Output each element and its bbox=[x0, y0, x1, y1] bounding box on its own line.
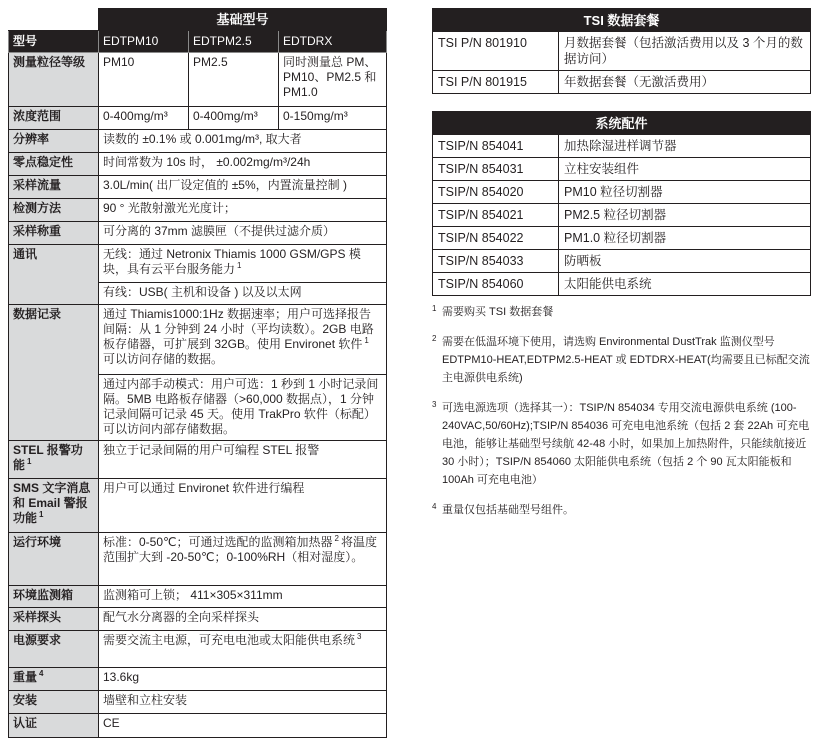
sms-email-alarm-label: SMS 文字消息和 Email 警报功能 bbox=[13, 481, 91, 525]
footnote bbox=[432, 303, 816, 321]
system-accessories-table bbox=[432, 111, 811, 296]
resolution-label: 分辨率 bbox=[9, 130, 99, 153]
enclosure-label: 环境监测箱 bbox=[9, 586, 99, 608]
footnote-mark: 4 bbox=[432, 502, 437, 511]
data-logging-row bbox=[9, 305, 387, 375]
power-requirements-text: 需要交流主电源，可充电电池或太阳能供电系统 bbox=[103, 633, 356, 647]
accessory-description: 加热除湿进样调节器 bbox=[559, 135, 811, 158]
data-plans-table bbox=[432, 8, 811, 94]
concentration-range-label: 浓度范围 bbox=[9, 107, 99, 130]
stel-alarm-row bbox=[9, 441, 387, 479]
size-class-value: 同时测量总 PM、PM10、PM2.5 和 PM1.0 bbox=[279, 53, 387, 107]
detection-method-label: 检测方法 bbox=[9, 199, 99, 222]
spec-corner-cell bbox=[9, 9, 99, 31]
data-plans-header: TSI 数据套餐 bbox=[433, 9, 811, 32]
base-model-header: 基础型号 bbox=[99, 9, 387, 31]
resolution-row bbox=[9, 130, 387, 153]
footnote-ref: 3 bbox=[357, 632, 362, 641]
size-class-label: 测量粒径等级 bbox=[9, 53, 99, 107]
footnote-ref: 4 bbox=[39, 669, 44, 678]
sample-probe-value: 配气水分离器的全向采样探头 bbox=[99, 608, 387, 631]
footnote-text: 需要购买 TSI 数据套餐 bbox=[442, 306, 554, 318]
accessory-part-number: TSIP/N 854020 bbox=[433, 181, 559, 204]
accessory-description: 防晒板 bbox=[559, 250, 811, 273]
data-logging-thiamis-text: 通过 Thiamis1000:1Hz 数据速率；用户可选择报告间隔：从 1 分钟到 24 小时（平均读数）。2GB 电路板存储器，可扩展到 32GB。使用 Environet 软件 bbox=[103, 307, 374, 351]
operating-environment-text-end: 将温度范围扩大到 -20-50℃；0-100%RH（相对湿度）。 bbox=[103, 535, 377, 564]
zero-stability-value: 时间常数为 10s 时， ±0.002mg/m³/24h bbox=[99, 153, 387, 176]
mounting-row bbox=[9, 691, 387, 714]
sms-email-alarm-value: 用户可以通过 Environet 软件进行编程 bbox=[99, 479, 387, 533]
footnotes bbox=[432, 303, 816, 519]
resolution-value: 读数的 ±0.1% 或 0.001mg/m³, 取大者 bbox=[99, 130, 387, 153]
spec-table bbox=[8, 8, 387, 738]
sample-probe-label: 采样探头 bbox=[9, 608, 99, 631]
footnote-ref: 2 bbox=[334, 534, 339, 543]
certification-row bbox=[9, 714, 387, 738]
sms-email-alarm-row bbox=[9, 479, 387, 533]
footnote bbox=[432, 399, 816, 489]
accessory-description: 立柱安装组件 bbox=[559, 158, 811, 181]
footnote bbox=[432, 501, 816, 519]
footnote-ref: 1 bbox=[39, 510, 44, 519]
communication-row bbox=[9, 245, 387, 283]
communication-wired-value: 有线：USB( 主机和设备 ) 以及以太网 bbox=[99, 283, 387, 305]
stel-alarm-label: STEL 报警功能 bbox=[13, 443, 83, 472]
power-requirements-cell bbox=[99, 631, 387, 668]
footnote-ref: 1 bbox=[237, 261, 242, 270]
data-logging-label: 数据记录 bbox=[9, 305, 99, 441]
footnote-ref: 1 bbox=[27, 457, 32, 466]
flow-rate-label: 采样流量 bbox=[9, 176, 99, 199]
weight-row bbox=[9, 668, 387, 691]
accessory-part-number: TSIP/N 854033 bbox=[433, 250, 559, 273]
accessory-part-number: TSIP/N 854022 bbox=[433, 227, 559, 250]
size-class-row bbox=[9, 53, 387, 107]
accessory-description: 太阳能供电系统 bbox=[559, 273, 811, 296]
data-plan-part-number: TSI P/N 801915 bbox=[433, 71, 559, 94]
footnote-text: 重量仅包括基础型号组件。 bbox=[442, 504, 574, 516]
power-requirements-label: 电源要求 bbox=[9, 631, 99, 668]
sample-probe-row bbox=[9, 608, 387, 631]
operating-environment-cell bbox=[99, 533, 387, 586]
weight-label: 重量 bbox=[13, 670, 38, 684]
footnote-text: 可选电源选项（选择其一）：TSIP/N 854034 专用交流电源供电系统 (100-240VAC,50/60Hz);TSIP/N 854036 可充电电池系统（包括 2 套 22Ah 可充电电池，能够让基础型号续航 42-48 小时，如果加上加热附件，只能续航接近 30 小时）；TSIP/N 854060 太阳能供电系统（包括 2 个 90 瓦太阳能板和 100Ah 可充电电池） bbox=[442, 402, 810, 486]
accessory-row bbox=[433, 158, 811, 181]
data-logging-internal-value: 通过内部手动模式：用户可选：1 秒到 1 小时记录间隔。5MB 电路板存储器（>60,000 数据点），1 分钟记录间隔可记录 45 天。使用 TrakPro 软件（标配）可以访问内部存储数据。 bbox=[99, 375, 387, 441]
gravimetric-sample-label: 采样称重 bbox=[9, 222, 99, 245]
certification-label: 认证 bbox=[9, 714, 99, 738]
gravimetric-sample-row bbox=[9, 222, 387, 245]
accessory-description: PM2.5 粒径切割器 bbox=[559, 204, 811, 227]
operating-environment-row bbox=[9, 533, 387, 586]
data-logging-thiamis-cell bbox=[99, 305, 387, 375]
accessory-row bbox=[433, 135, 811, 158]
detection-method-value: 90 ° 光散射激光光度计； bbox=[99, 199, 387, 222]
weight-label-cell bbox=[9, 668, 99, 691]
enclosure-value: 监测箱可上锁； 411×305×311mm bbox=[99, 586, 387, 608]
footnote-mark: 2 bbox=[432, 334, 437, 343]
weight-value: 13.6kg bbox=[99, 668, 387, 691]
model-name-edtpm2-5: EDTPM2.5 bbox=[189, 31, 279, 53]
size-class-value: PM10 bbox=[99, 53, 189, 107]
data-plan-description: 年数据套餐（无激活费用） bbox=[559, 71, 811, 94]
system-accessories-header: 系统配件 bbox=[433, 112, 811, 135]
concentration-range-row bbox=[9, 107, 387, 130]
zero-stability-row bbox=[9, 153, 387, 176]
data-plan-row bbox=[433, 32, 811, 71]
footnote-text: 需要在低温环境下使用，请选购 Environmental DustTrak 监测仪型号 EDTPM10-HEAT,EDTPM2.5-HEAT 或 EDTDRX-HEAT(均需要且已标配交流主电源供电系统) bbox=[442, 336, 810, 384]
data-plan-part-number: TSI P/N 801910 bbox=[433, 32, 559, 71]
concentration-range-value: 0-150mg/m³ bbox=[279, 107, 387, 130]
accessory-row bbox=[433, 273, 811, 296]
communication-wireless-cell bbox=[99, 245, 387, 283]
certification-value: CE bbox=[99, 714, 387, 738]
power-requirements-row bbox=[9, 631, 387, 668]
sms-email-alarm-label-cell bbox=[9, 479, 99, 533]
data-plan-description: 月数据套餐（包括激活费用以及 3 个月的数据访问） bbox=[559, 32, 811, 71]
accessory-part-number: TSIP/N 854021 bbox=[433, 204, 559, 227]
data-plan-row bbox=[433, 71, 811, 94]
concentration-range-value: 0-400mg/m³ bbox=[99, 107, 189, 130]
detection-method-row bbox=[9, 199, 387, 222]
accessory-part-number: TSIP/N 854060 bbox=[433, 273, 559, 296]
gravimetric-sample-value: 可分离的 37mm 滤膜匣（不提供过滤介质） bbox=[99, 222, 387, 245]
flow-rate-value: 3.0L/min( 出厂设定值的 ±5%，内置流量控制 ) bbox=[99, 176, 387, 199]
model-label: 型号 bbox=[9, 31, 99, 53]
zero-stability-label: 零点稳定性 bbox=[9, 153, 99, 176]
footnote-mark: 1 bbox=[432, 304, 437, 313]
mounting-value: 墙壁和立柱安装 bbox=[99, 691, 387, 714]
operating-environment-label: 运行环境 bbox=[9, 533, 99, 586]
stel-alarm-value: 独立于记录间隔的用户可编程 STEL 报警 bbox=[99, 441, 387, 479]
accessory-part-number: TSIP/N 854031 bbox=[433, 158, 559, 181]
communication-wireless-text: 无线：通过 Netronix Thiamis 1000 GSM/GPS 模块，具有云平台服务能力 bbox=[103, 247, 361, 276]
model-row bbox=[9, 31, 387, 53]
operating-environment-text: 标准：0-50℃；可通过选配的监测箱加热器 bbox=[103, 535, 333, 549]
mounting-label: 安装 bbox=[9, 691, 99, 714]
model-name-edtpm10: EDTPM10 bbox=[99, 31, 189, 53]
accessory-row bbox=[433, 250, 811, 273]
communication-label: 通讯 bbox=[9, 245, 99, 305]
footnote-mark: 3 bbox=[432, 400, 437, 409]
flow-rate-row bbox=[9, 176, 387, 199]
accessory-row bbox=[433, 204, 811, 227]
accessory-part-number: TSIP/N 854041 bbox=[433, 135, 559, 158]
size-class-value: PM2.5 bbox=[189, 53, 279, 107]
accessory-description: PM10 粒径切割器 bbox=[559, 181, 811, 204]
footnote-ref: 1 bbox=[364, 336, 369, 345]
concentration-range-value: 0-400mg/m³ bbox=[189, 107, 279, 130]
enclosure-row bbox=[9, 586, 387, 608]
accessory-description: PM1.0 粒径切割器 bbox=[559, 227, 811, 250]
accessory-row bbox=[433, 181, 811, 204]
footnote bbox=[432, 333, 816, 387]
data-logging-thiamis-text-end: 可以访问存储的数据。 bbox=[103, 352, 224, 366]
accessory-row bbox=[433, 227, 811, 250]
stel-alarm-label-cell bbox=[9, 441, 99, 479]
model-name-edtdrx: EDTDRX bbox=[279, 31, 387, 53]
